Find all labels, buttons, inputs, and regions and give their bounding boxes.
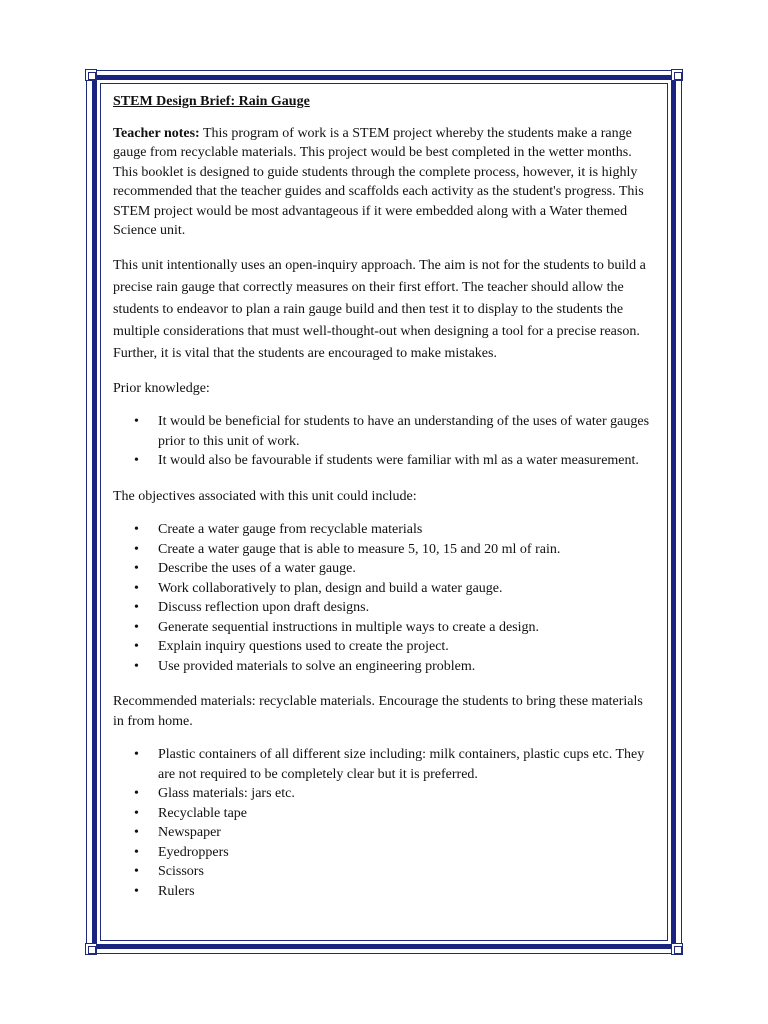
list-item-text: Discuss reflection upon draft designs. [158, 600, 370, 615]
bullet-icon: • [134, 883, 139, 899]
document-title: STEM Design Brief: Rain Gauge [113, 94, 310, 109]
list-item [113, 823, 653, 843]
list-item-text: Create a water gauge from recyclable materials [158, 522, 423, 537]
list-item [113, 657, 653, 677]
bullet-icon: • [134, 658, 139, 674]
list-item [113, 843, 653, 863]
bullet-icon: • [134, 864, 139, 879]
materials-list [113, 745, 653, 901]
prior-knowledge-heading: Prior knowledge: [113, 380, 210, 396]
bullet-icon: • [134, 805, 139, 821]
list-item-text: Newspaper [158, 825, 221, 840]
border-corner-top-right [671, 69, 683, 81]
objectives-list [113, 520, 653, 676]
list-item [113, 520, 653, 540]
list-item-text: Create a water gauge that is able to measure 5, 10, 15 and 20 ml of rain. [158, 541, 561, 557]
list-item [113, 637, 653, 657]
bullet-icon: • [134, 747, 139, 762]
bullet-icon: • [134, 844, 139, 860]
list-item [113, 540, 653, 560]
border-corner-bottom-right [671, 943, 683, 955]
bullet-icon: • [134, 580, 139, 596]
bullet-icon: • [134, 600, 139, 615]
bullet-icon: • [134, 541, 139, 557]
list-item-text: Scissors [158, 864, 204, 879]
border-corner-top-left [85, 69, 97, 81]
list-item [113, 579, 653, 599]
bullet-icon: • [134, 522, 139, 537]
list-item [113, 598, 653, 618]
list-item-text: Rulers [158, 883, 195, 899]
list-item [113, 745, 653, 784]
list-item-text: Use provided materials to solve an engineering problem. [158, 658, 476, 674]
inquiry-paragraph: This unit intentionally uses an open-inquiry approach. The aim is not for the students to build a precise rain gauge that correctly measures on their first effort. The teacher should allow the students to endeavor to plan a rain gauge build and then test it to display to the students the multiple considerations that must well-thought-out when designing a tool for a precise reason. Further, it is vital that the students are encouraged to make mistakes. [113, 257, 646, 361]
list-item [113, 412, 653, 451]
list-item-text: Explain inquiry questions used to create the project. [158, 639, 449, 654]
list-item-text: Recyclable tape [158, 805, 248, 821]
list-item [113, 451, 653, 471]
list-item-text: Generate sequential instructions in multiple ways to create a design. [158, 619, 539, 635]
bullet-icon: • [134, 639, 139, 654]
list-item [113, 559, 653, 579]
border-corner-bottom-left [85, 943, 97, 955]
list-item-text: It would be beneficial for students to have an understanding of the uses of water gauges prior to this unit of work. [158, 414, 650, 449]
list-item [113, 862, 653, 882]
objectives-heading: The objectives associated with this unit could include: [113, 488, 417, 504]
list-item-text: Plastic containers of all different size including: milk containers, plastic cups etc. They are not required to be completely clear but it is preferred. [158, 747, 645, 782]
bullet-icon: • [134, 453, 139, 468]
bullet-icon: • [134, 414, 139, 429]
list-item [113, 882, 653, 902]
list-item [113, 784, 653, 804]
bullet-icon: • [134, 786, 139, 801]
list-item [113, 618, 653, 638]
list-item-text: Work collaboratively to plan, design and build a water gauge. [158, 580, 503, 596]
teacher-notes-paragraph [113, 124, 653, 241]
list-item-text: It would also be favourable if students were familiar with ml as a water measurement. [158, 453, 639, 468]
list-item-text: Eyedroppers [158, 844, 229, 860]
bullet-icon: • [134, 619, 139, 635]
bullet-icon: • [134, 825, 139, 840]
bullet-icon: • [134, 561, 139, 576]
list-item [113, 804, 653, 824]
teacher-notes-text: This program of work is a STEM project whereby the students make a range gauge from recyclable materials. This project would be best completed in the wetter months. This booklet is designed to guide students through the complete process, however, it is highly recommended that the teacher guides and scaffolds each activity as the student's progress. This STEM project would be most advantageous if it were embedded along with a Water themed Science unit. [113, 125, 644, 238]
document-body [113, 92, 653, 917]
list-item-text: Describe the uses of a water gauge. [158, 561, 356, 576]
list-item-text: Glass materials: jars etc. [158, 786, 295, 801]
prior-knowledge-list [113, 412, 653, 471]
materials-heading: Recommended materials: recyclable materials. Encourage the students to bring these materials in from home. [113, 694, 643, 729]
teacher-notes-label: Teacher notes: [113, 125, 200, 141]
